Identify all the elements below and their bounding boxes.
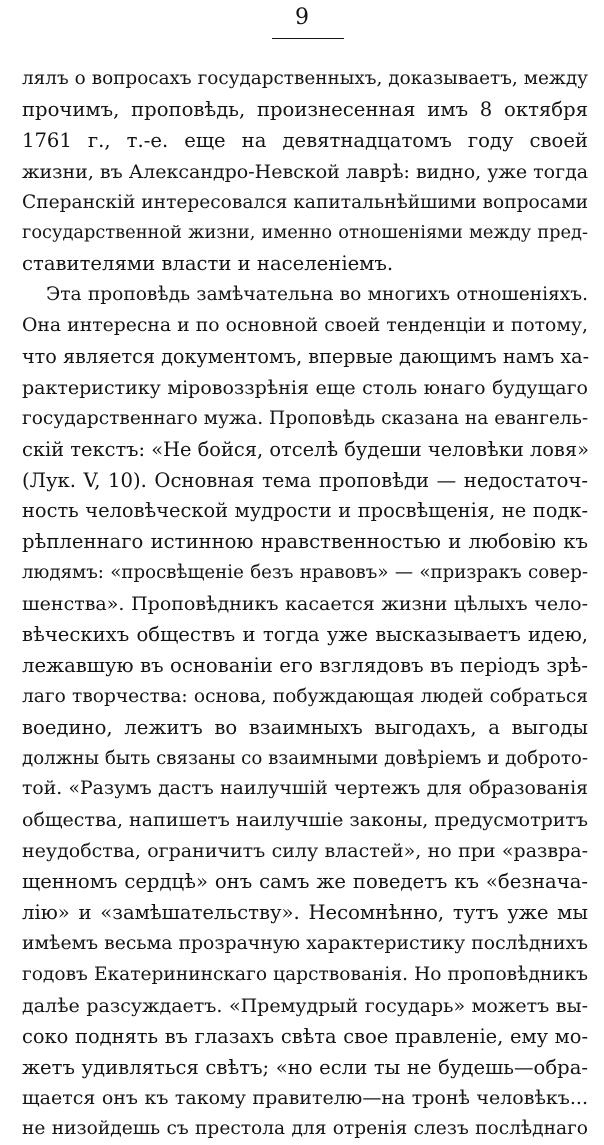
text-line: скій текстъ: «Не бойся, отселѣ будеши человѣки ловя» bbox=[22, 437, 589, 461]
text-line: щенномъ сердцѣ» онъ самъ же поведетъ къ «безнача- bbox=[22, 870, 588, 894]
text-line: (Лук. V, 10). Основная тема проповѣди — недостаточ- bbox=[22, 468, 588, 492]
text-line: жизни, въ Александро-Невской лаврѣ: видно, уже тогда bbox=[22, 160, 589, 183]
header-rule bbox=[272, 38, 344, 39]
text-line: лялъ о вопросахъ государственныхъ, доказываетъ, между bbox=[22, 68, 588, 89]
text-line: далѣе разсуждаетъ. «Премудрый государь» можетъ вы- bbox=[22, 994, 588, 1017]
text-line: государственнаго мужа. Проповѣдь сказана на евангель- bbox=[22, 407, 589, 429]
text-line: соко поднять въ глазахъ свѣта свое правленіе, ему мо- bbox=[22, 1024, 588, 1048]
text-line: лаго творчества: основа, побуждающая людей собраться bbox=[22, 685, 588, 707]
text-line: прочимъ, проповѣдь, произнесенная имъ 8 октября bbox=[22, 97, 588, 121]
text-line: лежавшую въ основаніи его взглядовъ въ періодъ зрѣ- bbox=[22, 653, 588, 677]
text-line: годовъ Екатерининскаго царствованія. Но проповѣдникъ bbox=[22, 963, 588, 985]
text-line: государственной жизни, именно отношеніями между пред- bbox=[22, 222, 588, 244]
text-line: неудобства, ограничитъ силу властей», но при «развра- bbox=[22, 840, 588, 863]
paragraph bbox=[22, 280, 588, 1145]
text-line: Сперанскій интересовался капитальнѣйшими вопросами bbox=[22, 191, 589, 213]
text-line: воедино, лежитъ во взаимныхъ выгодахъ, а выгоды bbox=[22, 715, 588, 739]
text-line: жетъ удивляться свѣтъ; «но если ты не будешь—обра- bbox=[22, 1055, 588, 1079]
text-line: ность человѣческой мудрости и просвѣщенія, не подк- bbox=[22, 499, 588, 523]
text-line: должны быть связаны со взаимными довѣріемъ и доброто- bbox=[22, 747, 588, 769]
text-line: щается онъ къ такому правителю—на тронѣ человѣкъ... bbox=[22, 1087, 588, 1110]
paragraph bbox=[22, 64, 588, 280]
text-line: не низойдешь съ престола для отренія слезъ послѣднаго bbox=[22, 1118, 588, 1140]
page-number: 9 bbox=[295, 5, 309, 30]
text-line: людямъ: «просвѣщеніе безъ нравовъ» — «призракъ совер- bbox=[22, 562, 588, 584]
text-line: общества, напишетъ наилучшіе законы, предусмотритъ bbox=[22, 809, 589, 832]
text-line: вѣческихъ обществъ и тогда уже высказываетъ идею, bbox=[22, 623, 588, 647]
text-line: что является документомъ, впервые дающимъ намъ ха- bbox=[22, 345, 590, 369]
text-line: лію» и «замѣшательству». Несомнѣнно, тутъ уже мы bbox=[22, 901, 588, 925]
text-line: Она интересна и по основной своей тенденціи и потому, bbox=[22, 315, 588, 337]
text-line: шенства». Проповѣдникъ касается жизни цѣлыхъ чело- bbox=[22, 593, 588, 616]
text-line: ставителями власти и населеніемъ. bbox=[22, 252, 394, 276]
text-line: Эта проповѣдь замѣчательна во многихъ отношеніяхъ. bbox=[46, 284, 588, 306]
body-text bbox=[22, 64, 588, 1145]
text-line: той. «Разумъ дастъ наилучшій чертежъ для образованія bbox=[22, 778, 588, 800]
text-line: рактеристику міровоззрѣнія еще столь юнаго будущаго bbox=[22, 376, 588, 399]
text-line: 1761 г., т.-е. еще на девятнадцатомъ году своей bbox=[22, 128, 588, 152]
text-line: имѣемъ весьма прозрачную характеристику послѣднихъ bbox=[22, 932, 588, 954]
text-line: рѣпленнаго истинною нравственностью и любовію къ bbox=[22, 530, 588, 554]
